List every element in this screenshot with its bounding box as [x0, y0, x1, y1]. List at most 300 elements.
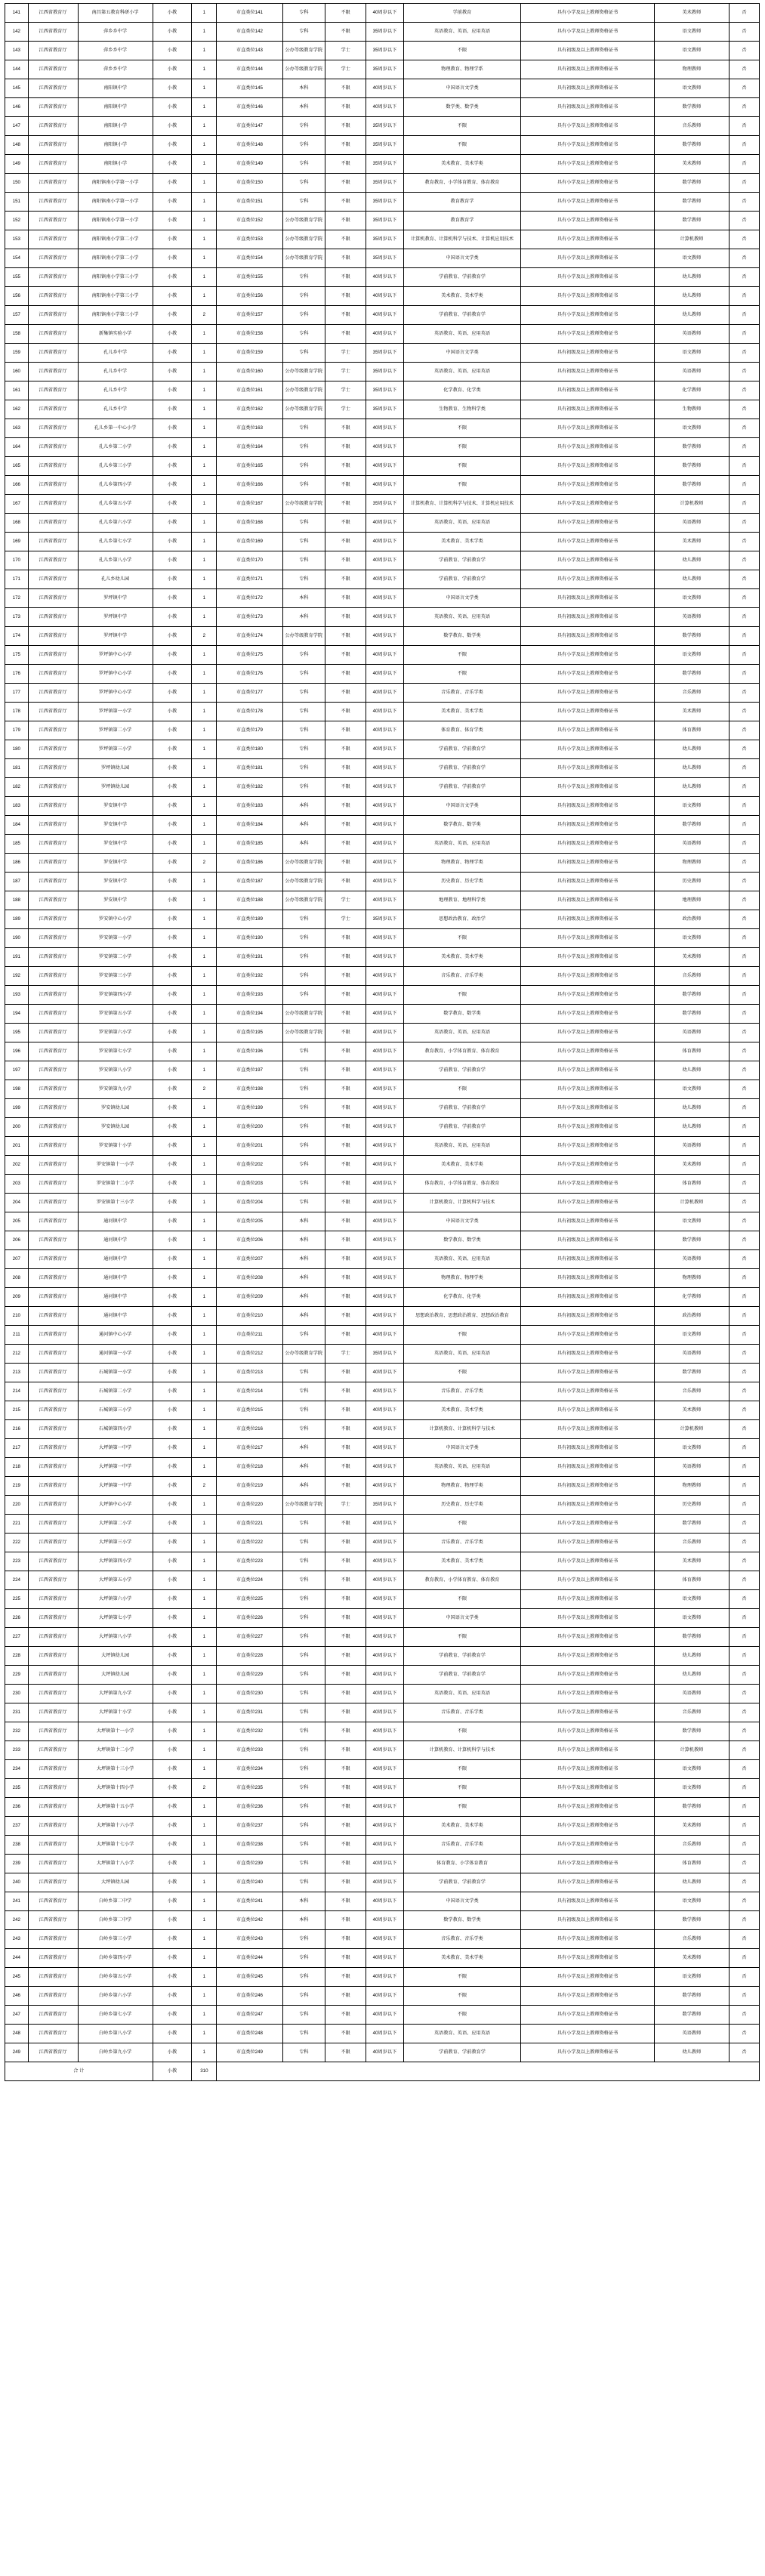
cell-岗位代码: 市直类位225 [217, 1590, 282, 1609]
cell-主管部门: 江西省教育厅 [28, 1836, 78, 1855]
cell-招聘单位: 石城镇第二小学 [78, 1382, 153, 1401]
cell-岗位代码: 市直类位232 [217, 1722, 282, 1741]
cell-年龄要求: 40周岁以下 [366, 1949, 403, 1968]
cell-年龄要求: 40周岁以下 [366, 1080, 403, 1099]
cell-年龄要求: 35周岁以下 [366, 23, 403, 42]
cell-学历要求: 本科 [282, 1911, 325, 1930]
cell-学历要求: 本科 [282, 1269, 325, 1288]
cell-岗位名称: 英语教师 [654, 1685, 729, 1703]
cell-岗位代码: 市直类位143 [217, 42, 282, 60]
cell-岗位名称: 数学教师 [654, 1231, 729, 1250]
cell-主管部门: 江西省教育厅 [28, 646, 78, 665]
cell-岗位名称: 数学教师 [654, 212, 729, 230]
table-row [5, 967, 760, 986]
cell-岗位代码: 市直类位173 [217, 608, 282, 627]
table-row [5, 1855, 760, 1873]
cell-专业要求: 不限 [403, 136, 521, 155]
cell-招聘人数: 1 [192, 1552, 217, 1571]
cell-其他条件要求: 具有小学及以上教师资格证书 [521, 1968, 655, 1987]
cell-主管部门: 江西省教育厅 [28, 514, 78, 533]
cell-招聘单位: 南阳镇南小学第三小学 [78, 306, 153, 325]
cell-岗位代码: 市直类位164 [217, 438, 282, 457]
cell-专业要求: 英语教育、英语、应用英语 [403, 608, 521, 627]
cell-序号: 172 [5, 589, 29, 608]
cell-招聘人数: 1 [192, 1288, 217, 1307]
cell-岗位名称: 语文教师 [654, 42, 729, 60]
cell-招聘人数: 1 [192, 495, 217, 514]
cell-学位要求: 不限 [325, 1855, 366, 1873]
cell-年龄要求: 40周岁以下 [366, 419, 403, 438]
cell-岗位名称: 化学教师 [654, 1288, 729, 1307]
cell-序号: 143 [5, 42, 29, 60]
cell-其他条件要求: 具有初级及以上教师资格证书 [521, 1477, 655, 1496]
cell-岗位代码: 市直类位149 [217, 155, 282, 174]
cell-其他条件要求: 具有小学及以上教师资格证书 [521, 1534, 655, 1552]
cell-岗位名称: 音乐教师 [654, 967, 729, 986]
cell-年龄要求: 40周岁以下 [366, 1836, 403, 1855]
cell-学历要求: 公办等级教育学院 [282, 891, 325, 910]
cell-主管部门: 江西省教育厅 [28, 1477, 78, 1496]
cell-主管部门: 江西省教育厅 [28, 1326, 78, 1345]
cell-序号: 232 [5, 1722, 29, 1741]
cell-岗位名称: 英语教师 [654, 2025, 729, 2043]
cell-招聘人数: 1 [192, 1099, 217, 1118]
cell-其他条件要求: 具有小学及以上教师资格证书 [521, 2043, 655, 2062]
cell-其他条件要求: 具有初级及以上教师资格证书 [521, 627, 655, 646]
cell-序号: 147 [5, 117, 29, 136]
cell-专业要求: 中国语言文学类 [403, 797, 521, 816]
cell-学位要求: 不限 [325, 1194, 366, 1212]
cell-其他条件要求: 具有初级及以上教师资格证书 [521, 1439, 655, 1458]
cell-岗位名称: 英语教师 [654, 1137, 729, 1156]
cell-专业要求: 音乐教育、音乐学类 [403, 1382, 521, 1401]
cell-岗位类别: 小教 [153, 1552, 192, 1571]
cell-学位要求: 不限 [325, 778, 366, 797]
cell-岗位类别: 小教 [153, 2025, 192, 2043]
cell-岗位类别: 小教 [153, 721, 192, 740]
cell-招聘单位: 石城镇第三小学 [78, 1401, 153, 1420]
cell-是否面向应届生: 否 [729, 60, 759, 79]
cell-招聘单位: 白岭乡第七小学 [78, 2006, 153, 2025]
cell-招聘人数: 1 [192, 136, 217, 155]
cell-年龄要求: 40周岁以下 [366, 476, 403, 495]
cell-学位要求: 不限 [325, 759, 366, 778]
cell-岗位名称: 语文教师 [654, 1779, 729, 1798]
cell-年龄要求: 40周岁以下 [366, 1194, 403, 1212]
cell-学历要求: 专科 [282, 4, 325, 23]
cell-其他条件要求: 具有初级及以上教师资格证书 [521, 1892, 655, 1911]
cell-年龄要求: 40周岁以下 [366, 948, 403, 967]
cell-主管部门: 江西省教育厅 [28, 665, 78, 684]
cell-年龄要求: 40周岁以下 [366, 438, 403, 457]
cell-学位要求: 不限 [325, 1042, 366, 1061]
cell-序号: 170 [5, 551, 29, 570]
cell-招聘单位: 南阳镇南小学第一小学 [78, 193, 153, 212]
cell-岗位名称: 地理教师 [654, 891, 729, 910]
cell-岗位类别: 小教 [153, 1779, 192, 1798]
cell-其他条件要求: 具有小学及以上教师资格证书 [521, 212, 655, 230]
cell-招聘单位: 罗坪镇幼儿园 [78, 778, 153, 797]
cell-序号: 152 [5, 212, 29, 230]
cell-岗位类别: 小教 [153, 1231, 192, 1250]
cell-主管部门: 江西省教育厅 [28, 1194, 78, 1212]
cell-主管部门: 江西省教育厅 [28, 325, 78, 344]
cell-岗位名称: 语文教师 [654, 646, 729, 665]
cell-序号: 203 [5, 1175, 29, 1194]
cell-年龄要求: 40周岁以下 [366, 325, 403, 344]
cell-年龄要求: 40周岁以下 [366, 1911, 403, 1930]
cell-是否面向应届生: 否 [729, 1552, 759, 1571]
cell-其他条件要求: 具有初级及以上教师资格证书 [521, 891, 655, 910]
cell-主管部门: 江西省教育厅 [28, 1307, 78, 1326]
cell-学位要求: 不限 [325, 703, 366, 721]
cell-主管部门: 江西省教育厅 [28, 306, 78, 325]
cell-专业要求: 不限 [403, 665, 521, 684]
cell-岗位类别: 小教 [153, 476, 192, 495]
cell-学历要求: 公办等级教育学院 [282, 1024, 325, 1042]
cell-岗位类别: 小教 [153, 1156, 192, 1175]
cell-序号: 191 [5, 948, 29, 967]
table-row [5, 1647, 760, 1666]
cell-主管部门: 江西省教育厅 [28, 1741, 78, 1760]
cell-序号: 237 [5, 1817, 29, 1836]
cell-主管部门: 江西省教育厅 [28, 1628, 78, 1647]
cell-主管部门: 江西省教育厅 [28, 1175, 78, 1194]
cell-岗位名称: 语文教师 [654, 1326, 729, 1345]
cell-招聘单位: 南昌第五教育科研小学 [78, 4, 153, 23]
cell-序号: 186 [5, 854, 29, 873]
cell-学位要求: 不限 [325, 533, 366, 551]
cell-年龄要求: 40周岁以下 [366, 1099, 403, 1118]
cell-岗位代码: 市直类位203 [217, 1175, 282, 1194]
cell-专业要求: 音乐教育、音乐学类 [403, 684, 521, 703]
cell-岗位名称: 语文教师 [654, 1080, 729, 1099]
cell-岗位名称: 物理教师 [654, 1477, 729, 1496]
table-row [5, 4, 760, 23]
cell-专业要求: 学前教育、学前教育学 [403, 570, 521, 589]
cell-是否面向应届生: 否 [729, 891, 759, 910]
cell-学历要求: 专科 [282, 1118, 325, 1137]
cell-主管部门: 江西省教育厅 [28, 1873, 78, 1892]
cell-学位要求: 学士 [325, 42, 366, 60]
cell-学位要求: 不限 [325, 2025, 366, 2043]
cell-招聘单位: 白岭乡第五小学 [78, 1968, 153, 1987]
cell-是否面向应届生: 否 [729, 1420, 759, 1439]
cell-专业要求: 学前教育、学前教育学 [403, 2043, 521, 2062]
cell-年龄要求: 40周岁以下 [366, 570, 403, 589]
cell-专业要求: 不限 [403, 1515, 521, 1534]
cell-岗位名称: 幼儿教师 [654, 759, 729, 778]
cell-招聘单位: 通河镇中学 [78, 1231, 153, 1250]
cell-学历要求: 专科 [282, 476, 325, 495]
cell-序号: 202 [5, 1156, 29, 1175]
cell-岗位类别: 小教 [153, 136, 192, 155]
table-row [5, 778, 760, 797]
cell-学位要求: 不限 [325, 967, 366, 986]
cell-专业要求: 不限 [403, 457, 521, 476]
cell-岗位类别: 小教 [153, 1212, 192, 1231]
cell-是否面向应届生: 否 [729, 1364, 759, 1382]
cell-岗位名称: 语文教师 [654, 929, 729, 948]
cell-招聘单位: 萍乡乡中学 [78, 60, 153, 79]
cell-序号: 205 [5, 1212, 29, 1231]
cell-其他条件要求: 具有初级及以上教师资格证书 [521, 589, 655, 608]
cell-主管部门: 江西省教育厅 [28, 1212, 78, 1231]
cell-序号: 148 [5, 136, 29, 155]
cell-招聘人数: 1 [192, 1250, 217, 1269]
cell-岗位名称: 体育教师 [654, 721, 729, 740]
cell-序号: 149 [5, 155, 29, 174]
cell-是否面向应届生: 否 [729, 1496, 759, 1515]
cell-学历要求: 公办等级教育学院 [282, 363, 325, 381]
cell-学历要求: 本科 [282, 1458, 325, 1477]
cell-岗位名称: 英语教师 [654, 835, 729, 854]
cell-是否面向应届生: 否 [729, 1288, 759, 1307]
cell-学历要求: 专科 [282, 1779, 325, 1798]
cell-岗位名称: 美术教师 [654, 1401, 729, 1420]
cell-学位要求: 不限 [325, 835, 366, 854]
cell-年龄要求: 35周岁以下 [366, 212, 403, 230]
cell-专业要求: 化学教育、化学类 [403, 381, 521, 400]
cell-序号: 249 [5, 2043, 29, 2062]
cell-年龄要求: 40周岁以下 [366, 1382, 403, 1401]
cell-岗位类别: 小教 [153, 1439, 192, 1458]
cell-岗位名称: 音乐教师 [654, 684, 729, 703]
cell-是否面向应届生: 否 [729, 1515, 759, 1534]
table-row [5, 1156, 760, 1175]
cell-招聘单位: 罗坪镇中学 [78, 627, 153, 646]
cell-岗位名称: 数学教师 [654, 438, 729, 457]
cell-岗位名称: 语文教师 [654, 23, 729, 42]
cell-主管部门: 江西省教育厅 [28, 1987, 78, 2006]
cell-岗位代码: 市直类位214 [217, 1382, 282, 1401]
cell-序号: 215 [5, 1401, 29, 1420]
cell-主管部门: 江西省教育厅 [28, 1137, 78, 1156]
cell-专业要求: 音乐教育、音乐学类 [403, 1836, 521, 1855]
cell-岗位代码: 市直类位169 [217, 533, 282, 551]
cell-学历要求: 专科 [282, 1930, 325, 1949]
table-row [5, 1024, 760, 1042]
cell-岗位类别: 小教 [153, 4, 192, 23]
cell-学历要求: 公办等级教育学院 [282, 381, 325, 400]
cell-岗位类别: 小教 [153, 608, 192, 627]
cell-岗位代码: 市直类位208 [217, 1269, 282, 1288]
cell-学位要求: 不限 [325, 684, 366, 703]
cell-岗位代码: 市直类位249 [217, 2043, 282, 2062]
cell-专业要求: 英语教育、英语、应用英语 [403, 514, 521, 533]
cell-岗位名称: 语文教师 [654, 589, 729, 608]
cell-是否面向应届生: 否 [729, 1628, 759, 1647]
cell-序号: 233 [5, 1741, 29, 1760]
cell-主管部门: 江西省教育厅 [28, 117, 78, 136]
cell-主管部门: 江西省教育厅 [28, 703, 78, 721]
cell-招聘单位: 罗安镇中学 [78, 873, 153, 891]
cell-其他条件要求: 具有小学及以上教师资格证书 [521, 2006, 655, 2025]
cell-其他条件要求: 具有小学及以上教师资格证书 [521, 1836, 655, 1855]
cell-其他条件要求: 具有小学及以上教师资格证书 [521, 1080, 655, 1099]
cell-主管部门: 江西省教育厅 [28, 1288, 78, 1307]
cell-序号: 230 [5, 1685, 29, 1703]
cell-岗位名称: 生物教师 [654, 400, 729, 419]
cell-年龄要求: 40周岁以下 [366, 1666, 403, 1685]
table-row [5, 740, 760, 759]
cell-主管部门: 江西省教育厅 [28, 1571, 78, 1590]
cell-岗位代码: 市直类位180 [217, 740, 282, 759]
cell-是否面向应届生: 否 [729, 117, 759, 136]
cell-年龄要求: 40周岁以下 [366, 816, 403, 835]
cell-是否面向应届生: 否 [729, 608, 759, 627]
table-row [5, 1288, 760, 1307]
total-blank [217, 2062, 760, 2081]
cell-岗位代码: 市直类位242 [217, 1911, 282, 1930]
cell-岗位类别: 小教 [153, 1930, 192, 1949]
cell-学位要求: 学士 [325, 1345, 366, 1364]
cell-学位要求: 不限 [325, 2043, 366, 2062]
cell-招聘单位: 大坪镇幼儿园 [78, 1647, 153, 1666]
cell-岗位类别: 小教 [153, 1836, 192, 1855]
cell-是否面向应届生: 否 [729, 1458, 759, 1477]
cell-其他条件要求: 具有小学及以上教师资格证书 [521, 721, 655, 740]
table-row [5, 344, 760, 363]
cell-是否面向应届生: 否 [729, 155, 759, 174]
cell-序号: 178 [5, 703, 29, 721]
cell-年龄要求: 35周岁以下 [366, 1496, 403, 1515]
cell-学历要求: 专科 [282, 438, 325, 457]
cell-年龄要求: 40周岁以下 [366, 1458, 403, 1477]
cell-学历要求: 本科 [282, 608, 325, 627]
cell-招聘人数: 1 [192, 1609, 217, 1628]
cell-招聘人数: 1 [192, 79, 217, 98]
cell-学位要求: 不限 [325, 1061, 366, 1080]
cell-是否面向应届生: 否 [729, 1061, 759, 1080]
cell-其他条件要求: 具有小学及以上教师资格证书 [521, 1061, 655, 1080]
cell-招聘单位: 萍乡乡中学 [78, 42, 153, 60]
cell-年龄要求: 35周岁以下 [366, 174, 403, 193]
cell-岗位代码: 市直类位182 [217, 778, 282, 797]
cell-是否面向应届生: 否 [729, 2043, 759, 2062]
cell-招聘人数: 1 [192, 23, 217, 42]
cell-岗位名称: 英语教师 [654, 363, 729, 381]
cell-岗位类别: 小教 [153, 1194, 192, 1212]
cell-序号: 162 [5, 400, 29, 419]
cell-岗位名称: 数学教师 [654, 476, 729, 495]
cell-招聘人数: 1 [192, 117, 217, 136]
table-row [5, 703, 760, 721]
cell-学位要求: 不限 [325, 136, 366, 155]
cell-是否面向应届生: 否 [729, 363, 759, 381]
cell-是否面向应届生: 否 [729, 4, 759, 23]
cell-岗位名称: 语文教师 [654, 1760, 729, 1779]
cell-岗位名称: 语文教师 [654, 1439, 729, 1458]
cell-年龄要求: 40周岁以下 [366, 589, 403, 608]
cell-学位要求: 不限 [325, 1968, 366, 1987]
cell-序号: 150 [5, 174, 29, 193]
cell-序号: 240 [5, 1873, 29, 1892]
cell-其他条件要求: 具有小学及以上教师资格证书 [521, 136, 655, 155]
cell-专业要求: 不限 [403, 1779, 521, 1798]
cell-是否面向应届生: 否 [729, 1175, 759, 1194]
cell-主管部门: 江西省教育厅 [28, 2025, 78, 2043]
cell-岗位类别: 小教 [153, 1420, 192, 1439]
cell-主管部门: 江西省教育厅 [28, 1666, 78, 1685]
cell-招聘人数: 1 [192, 2043, 217, 2062]
cell-学历要求: 公办等级教育学院 [282, 400, 325, 419]
cell-岗位代码: 市直类位174 [217, 627, 282, 646]
cell-岗位类别: 小教 [153, 514, 192, 533]
cell-学历要求: 专科 [282, 721, 325, 740]
cell-岗位类别: 小教 [153, 589, 192, 608]
cell-招聘人数: 1 [192, 325, 217, 344]
cell-岗位代码: 市直类位191 [217, 948, 282, 967]
cell-岗位类别: 小教 [153, 854, 192, 873]
cell-招聘人数: 1 [192, 589, 217, 608]
cell-序号: 153 [5, 230, 29, 249]
cell-岗位代码: 市直类位160 [217, 363, 282, 381]
cell-学位要求: 不限 [325, 1873, 366, 1892]
cell-岗位名称: 幼儿教师 [654, 2043, 729, 2062]
cell-主管部门: 江西省教育厅 [28, 1042, 78, 1061]
cell-学位要求: 不限 [325, 1647, 366, 1666]
cell-招聘单位: 南阳镇小学 [78, 136, 153, 155]
cell-年龄要求: 35周岁以下 [366, 1345, 403, 1364]
cell-是否面向应届生: 否 [729, 1156, 759, 1175]
cell-岗位名称: 数学教师 [654, 2006, 729, 2025]
cell-序号: 247 [5, 2006, 29, 2025]
table-row [5, 155, 760, 174]
cell-岗位名称: 幼儿教师 [654, 1873, 729, 1892]
cell-学位要求: 不限 [325, 1949, 366, 1968]
cell-岗位代码: 市直类位171 [217, 570, 282, 589]
cell-序号: 217 [5, 1439, 29, 1458]
cell-岗位代码: 市直类位210 [217, 1307, 282, 1326]
cell-招聘单位: 大坪镇第十七小学 [78, 1836, 153, 1855]
cell-主管部门: 江西省教育厅 [28, 23, 78, 42]
cell-其他条件要求: 具有小学及以上教师资格证书 [521, 646, 655, 665]
table-row [5, 212, 760, 230]
cell-其他条件要求: 具有初级及以上教师资格证书 [521, 1911, 655, 1930]
table-row [5, 174, 760, 193]
table-row [5, 816, 760, 835]
cell-岗位代码: 市直类位247 [217, 2006, 282, 2025]
cell-是否面向应届生: 否 [729, 1099, 759, 1118]
cell-岗位类别: 小教 [153, 23, 192, 42]
cell-招聘人数: 1 [192, 608, 217, 627]
cell-其他条件要求: 具有小学及以上教师资格证书 [521, 438, 655, 457]
cell-学位要求: 不限 [325, 1307, 366, 1326]
cell-专业要求: 数学教育、数学类 [403, 816, 521, 835]
cell-学历要求: 本科 [282, 1892, 325, 1911]
cell-岗位代码: 市直类位206 [217, 1231, 282, 1250]
cell-学位要求: 不限 [325, 212, 366, 230]
cell-学位要求: 不限 [325, 929, 366, 948]
cell-序号: 246 [5, 1987, 29, 2006]
cell-序号: 146 [5, 98, 29, 117]
cell-序号: 212 [5, 1345, 29, 1364]
cell-学历要求: 专科 [282, 740, 325, 759]
table-row [5, 948, 760, 967]
cell-是否面向应届生: 否 [729, 1212, 759, 1231]
cell-其他条件要求: 具有初级及以上教师资格证书 [521, 1269, 655, 1288]
cell-招聘单位: 石城镇第一小学 [78, 1364, 153, 1382]
cell-招聘人数: 1 [192, 929, 217, 948]
cell-招聘单位: 孔儿乡中学 [78, 363, 153, 381]
cell-年龄要求: 40周岁以下 [366, 1420, 403, 1439]
cell-岗位代码: 市直类位194 [217, 1005, 282, 1024]
cell-岗位代码: 市直类位141 [217, 4, 282, 23]
cell-岗位名称: 英语教师 [654, 514, 729, 533]
cell-岗位代码: 市直类位161 [217, 381, 282, 400]
cell-其他条件要求: 具有初级及以上教师资格证书 [521, 363, 655, 381]
